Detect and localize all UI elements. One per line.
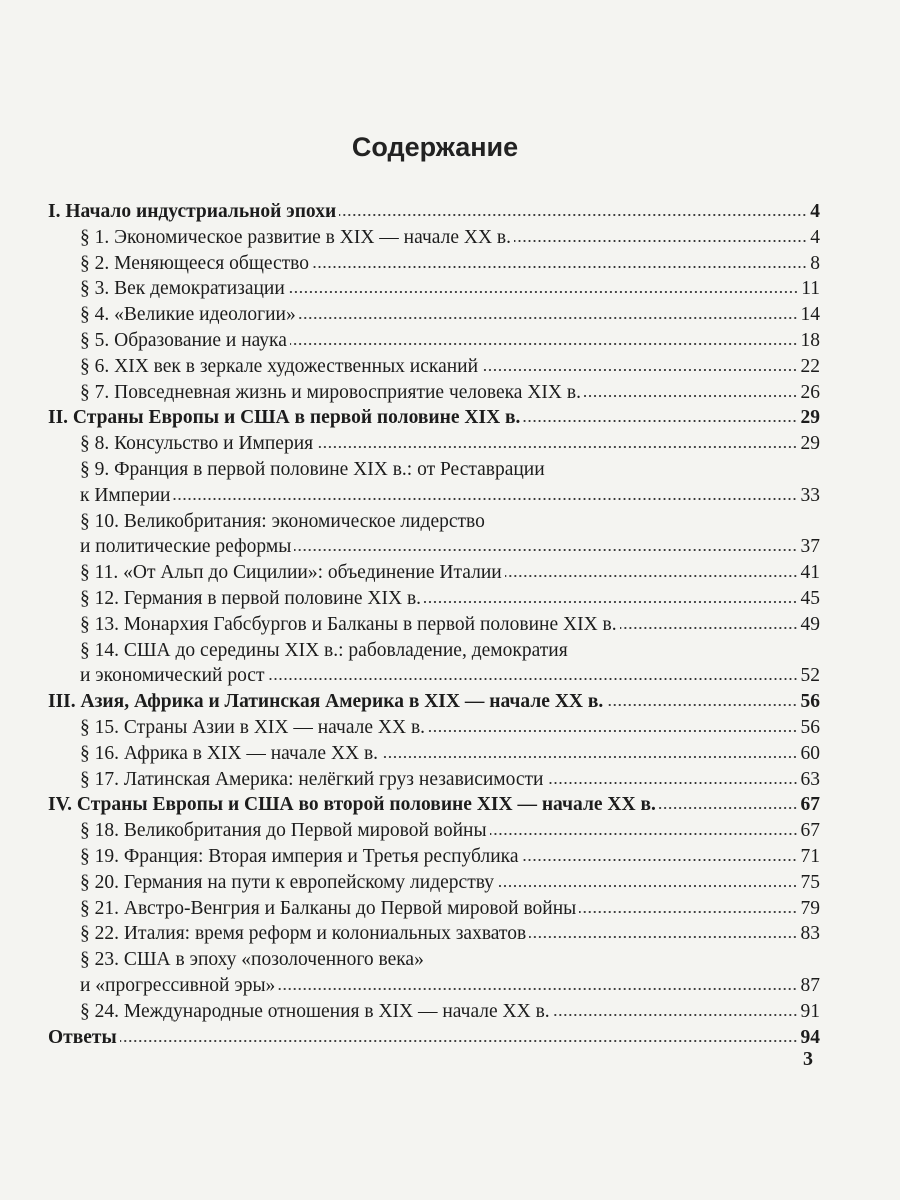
- toc-section: [48, 534, 820, 560]
- dot-leader: [299, 316, 798, 320]
- dot-leader: [173, 497, 797, 501]
- dot-leader: [278, 987, 797, 991]
- toc-entry-title: II. Страны Европы и США в первой половине XIX в.: [48, 407, 521, 429]
- toc-section: [48, 431, 820, 457]
- toc-entry-title: § 13. Монархия Габсбургов и Балканы в первой половине XIX в.: [80, 613, 617, 635]
- dot-leader: [529, 935, 797, 939]
- toc-section: [48, 947, 820, 973]
- toc-entry-title: § 18. Великобритания до Первой мировой войны: [80, 820, 487, 842]
- toc-entry-title: § 3. Век демократизации: [80, 278, 285, 300]
- toc-section: [48, 715, 820, 741]
- toc-entry-title: IV. Страны Европы и США во второй половине XIX — начале XX в.: [48, 794, 656, 816]
- toc-section: [48, 225, 820, 251]
- toc-entry-title: § 7. Повседневная жизнь и мировосприятие человека XIX в.: [80, 381, 581, 403]
- toc-entry-title: III. Азия, Африка и Латинская Америка в XIX — начале XX в.: [48, 691, 604, 713]
- dot-leader: [521, 858, 797, 862]
- toc-page-number: 56: [800, 716, 820, 738]
- dot-leader: [288, 290, 798, 294]
- toc-page-number: 14: [800, 304, 820, 326]
- toc-section: [48, 663, 820, 689]
- toc-section: [48, 767, 820, 793]
- toc-section: [48, 354, 820, 380]
- toc-section: [48, 896, 820, 922]
- toc-entry-title: § 16. Африка в XIX — начале XX в.: [80, 742, 379, 764]
- toc-section: [48, 999, 820, 1025]
- dot-leader: [294, 548, 797, 552]
- toc-page-number: 33: [800, 484, 820, 506]
- dot-leader: [120, 1039, 798, 1043]
- toc-section: [48, 276, 820, 302]
- dot-leader: [659, 806, 798, 810]
- toc-page-number: 56: [800, 691, 820, 713]
- toc-section: [48, 870, 820, 896]
- toc-entry-title: § 10. Великобритания: экономическое лидерство: [80, 510, 485, 532]
- toc-entry-title: § 14. США до середины XIX в.: рабовладение, демократия: [80, 639, 568, 661]
- toc-entry-title: к Империи: [80, 484, 171, 506]
- table-of-contents: [48, 199, 820, 1050]
- toc-section: [48, 328, 820, 354]
- toc-entry-title: § 11. «От Альп до Сицилии»: объединение Италии: [80, 562, 502, 584]
- dot-leader: [381, 755, 797, 759]
- toc-page-number: 52: [800, 665, 820, 687]
- toc-entry-title: и политические реформы: [80, 536, 292, 558]
- toc-page-number: 83: [800, 923, 820, 945]
- toc-section: [48, 973, 820, 999]
- toc-page-number: 29: [800, 407, 820, 429]
- toc-page-number: 22: [800, 355, 820, 377]
- toc-section: [48, 457, 820, 483]
- page-number: 3: [803, 1048, 813, 1070]
- toc-page-number: 4: [810, 201, 820, 222]
- dot-leader: [424, 600, 797, 604]
- toc-page-number: 8: [810, 252, 820, 274]
- toc-page-number: 67: [800, 820, 820, 842]
- toc-entry-title: и «прогрессивной эры»: [80, 974, 276, 996]
- dot-leader: [497, 884, 797, 888]
- toc-chapter: [48, 1025, 820, 1051]
- toc-page-number: 94: [800, 1026, 820, 1048]
- toc-section: [48, 638, 820, 664]
- dot-leader: [505, 574, 798, 578]
- toc-chapter: [48, 199, 820, 225]
- toc-entry-title: § 22. Италия: время реформ и колониальных захватов: [80, 923, 527, 945]
- dot-leader: [290, 342, 798, 346]
- dot-leader: [553, 1013, 798, 1017]
- toc-entry-title: § 8. Консульство и Империя: [80, 433, 314, 455]
- dot-leader: [490, 832, 798, 836]
- toc-entry-title: § 20. Германия на пути к европейскому лидерству: [80, 871, 495, 893]
- toc-entry-title: § 5. Образование и наука: [80, 329, 287, 351]
- toc-entry-title: I. Начало индустриальной эпохи: [48, 201, 337, 222]
- toc-page-number: 71: [800, 845, 820, 867]
- toc-page-number: 11: [801, 278, 820, 300]
- toc-entry-title: § 24. Международные отношения в XIX — начале XX в.: [80, 1000, 550, 1022]
- toc-section: [48, 818, 820, 844]
- toc-section: [48, 251, 820, 277]
- toc-entry-title: § 4. «Великие идеологии»: [80, 304, 296, 326]
- toc-chapter: [48, 792, 820, 818]
- dot-leader: [339, 213, 807, 217]
- toc-entry-title: Ответы: [48, 1026, 117, 1048]
- toc-entry-title: § 21. Австро-Венгрия и Балканы до Первой мировой войны: [80, 897, 577, 919]
- toc-section: [48, 741, 820, 767]
- toc-section: [48, 483, 820, 509]
- toc-page-number: 4: [810, 226, 820, 248]
- toc-page-number: 75: [800, 871, 820, 893]
- dot-leader: [606, 703, 797, 707]
- toc-entry-title: § 2. Меняющееся общество: [80, 252, 309, 274]
- toc-page-number: 87: [800, 974, 820, 996]
- toc-entry-title: § 12. Германия в первой половине XIX в.: [80, 587, 422, 609]
- toc-entry-title: § 23. США в эпоху «позолоченного века»: [80, 949, 424, 971]
- dot-leader: [481, 368, 797, 372]
- page-title: Содержание: [351, 132, 519, 162]
- dot-leader: [312, 265, 807, 269]
- dot-leader: [523, 419, 797, 423]
- toc-entry-title: и экономический рост: [80, 665, 265, 687]
- toc-entry-title: § 6. XIX век в зеркале художественных исканий: [80, 355, 479, 377]
- toc-entry-title: § 9. Франция в первой половине XIX в.: от Реставрации: [80, 458, 545, 480]
- toc-entry-title: § 15. Страны Азии в XIX — начале XX в.: [80, 716, 426, 738]
- dot-leader: [428, 729, 797, 733]
- dot-leader: [514, 239, 807, 243]
- toc-section: [48, 380, 820, 406]
- dot-leader: [620, 626, 798, 630]
- toc-page-number: 26: [800, 381, 820, 403]
- toc-section: [48, 921, 820, 947]
- toc-page-number: 45: [800, 587, 820, 609]
- toc-page-number: 63: [800, 768, 820, 790]
- toc-page-number: 60: [800, 742, 820, 764]
- toc-page-number: 49: [800, 613, 820, 635]
- toc-page-number: 91: [800, 1000, 820, 1022]
- toc-page-number: 67: [800, 794, 820, 816]
- dot-leader: [579, 910, 797, 914]
- toc-page-number: 37: [800, 536, 820, 558]
- dot-leader: [316, 445, 797, 449]
- toc-entry-title: § 19. Франция: Вторая империя и Третья республика: [80, 845, 519, 867]
- toc-page-number: 41: [800, 562, 820, 584]
- toc-chapter: [48, 689, 820, 715]
- dot-leader: [584, 394, 798, 398]
- toc-page-number: 79: [800, 897, 820, 919]
- toc-page-number: 18: [800, 329, 820, 351]
- dot-leader: [268, 677, 798, 681]
- toc-entry-title: § 1. Экономическое развитие в XIX — начале XX в.: [80, 226, 511, 248]
- toc-section: [48, 509, 820, 535]
- toc-section: [48, 560, 820, 586]
- dot-leader: [547, 781, 798, 785]
- toc-page-number: 29: [800, 433, 820, 455]
- toc-section: [48, 612, 820, 638]
- toc-section: [48, 844, 820, 870]
- toc-section: [48, 302, 820, 328]
- toc-chapter: [48, 405, 820, 431]
- toc-section: [48, 586, 820, 612]
- toc-entry-title: § 17. Латинская Америка: нелёгкий груз независимости: [80, 768, 544, 790]
